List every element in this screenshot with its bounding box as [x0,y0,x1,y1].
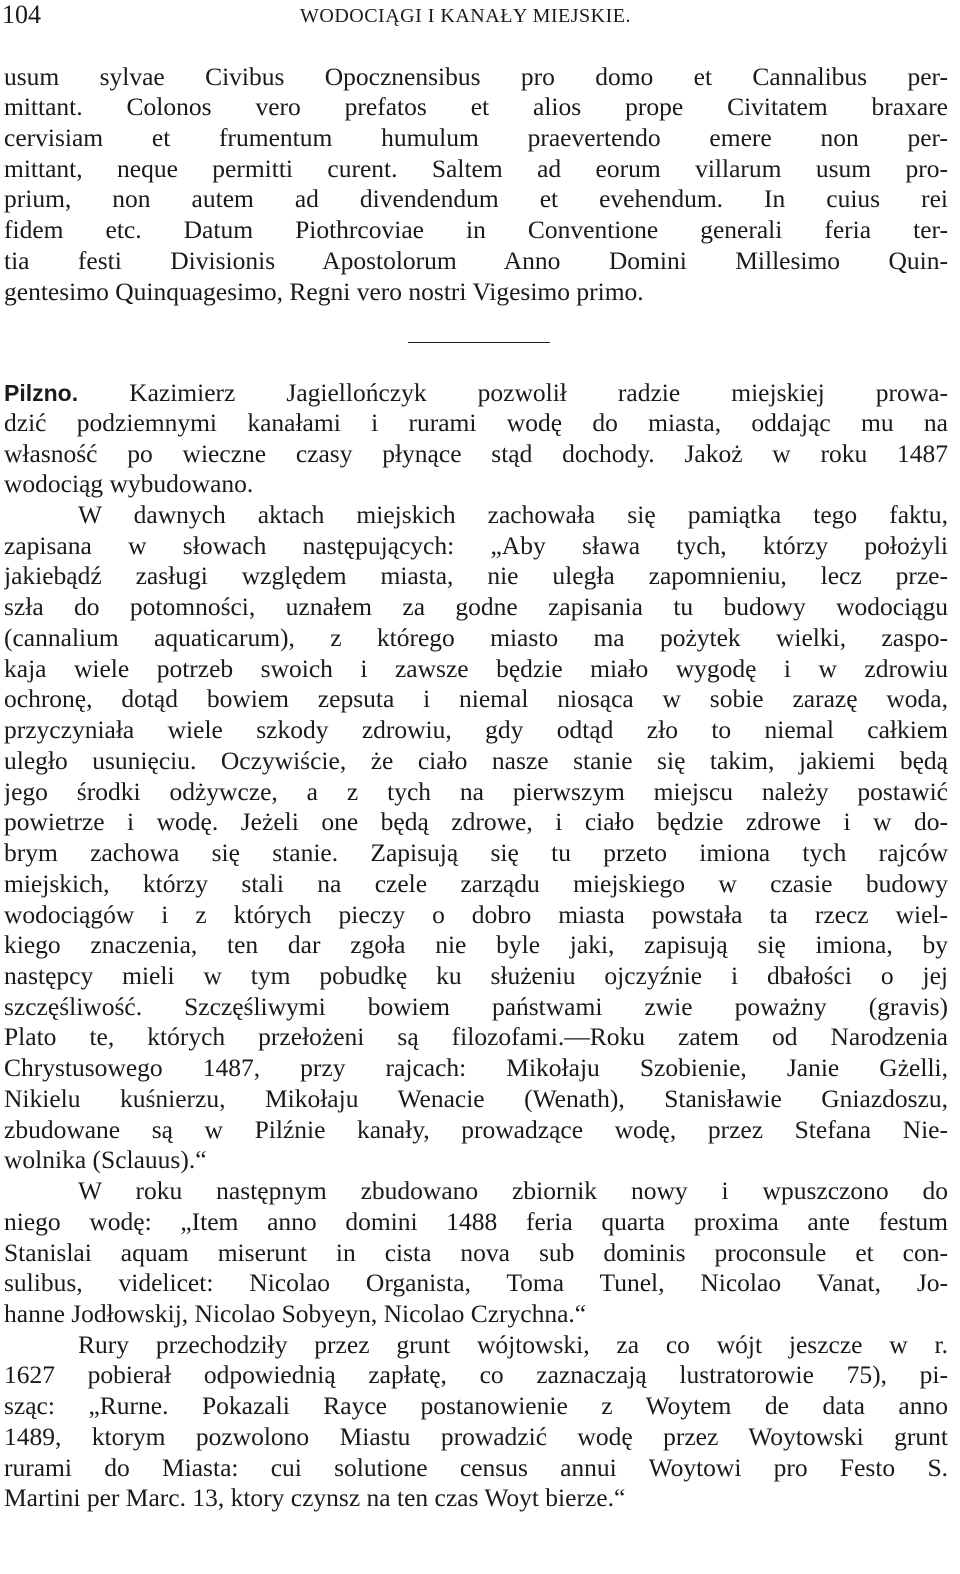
text-line: uległo usunięciu. Oczywiście, że ciało nasze stanie się takim, jakiemi będą [4,746,948,775]
page-number: 104 [2,0,41,29]
text-line: 1489, ktorym pozwolono Miastu prowadzić wodę przez Woytowski grunt [4,1422,948,1451]
text-line: powietrze i wodę. Jeżeli one będą zdrowe, i ciało będzie zdrowe i w do- [4,807,948,836]
text-line: Nikielu kuśnierzu, Mikołaju Wenacie (Wenath), Stanisławie Gniazdoszu, [4,1084,948,1113]
running-title: WODOCIĄGI I KANAŁY MIEJSKIE. [300,5,631,27]
text-line: przyczyniała wiele szkody zdrowiu, gdy odtąd zło to niemal całkiem [4,715,948,744]
text-line: kiego znaczenia, ten dar zgoła nie byle jaki, zapisują się imiona, by [4,930,948,959]
text-line: wodociąg wybudowano. [4,469,254,498]
text-line: hanne Jodłowskij, Nicolao Sobyeyn, Nicolao Czrychna.“ [4,1299,587,1328]
text-line: prium, non autem ad divendendum et evehendum. In cuius rei [4,184,948,213]
text-line: zapisana w słowach następujących: „Aby sława tych, którzy położyli [4,531,948,560]
page-header [0,0,960,34]
text-line: wolnika (Sclauus).“ [4,1145,207,1174]
text-line: W roku następnym zbudowano zbiornik nowy i wpuszczono do [78,1176,948,1205]
text-line: Chrystusowego 1487, przy rajcach: Mikołaju Szobienie, Janie Gżelli, [4,1053,948,1082]
text-line: tia festi Divisionis Apostolorum Anno Domini Millesimo Quin- [4,246,948,275]
text-line: sulibus, videlicet: Nicolao Organista, Toma Tunel, Nicolao Vanat, Jo- [4,1268,948,1297]
text-line: Martini per Marc. 13, ktory czynsz na ten czas Woyt bierze.“ [4,1483,626,1512]
text-line: miejskich, którzy stali na czele zarządu miejskiego w czasie budowy [4,869,948,898]
text-line: szła do potomności, uznałem za godne zapisania tu budowy wodociągu [4,592,948,621]
text-line: (cannalium aquaticarum), z którego miasto ma pożytek wielki, zaspo- [4,623,948,652]
section-town-name: Pilzno. [4,380,79,406]
text-line: brym zachowa się stanie. Zapisują się tu przeto imiona tych rajców [4,838,948,867]
text-line: szczęśliwość. Szczęśliwymi bowiem państwami zwie poważny (gravis) [4,992,948,1021]
text-line: mittant. Colonos vero prefatos et alios prope Civitatem braxare [4,92,948,121]
text-line: W dawnych aktach miejskich zachowała się pamiątka tego faktu, [78,500,948,529]
text-line: kaja wiele potrzeb swoich i zawsze będzie miało wygodę i w zdrowiu [4,654,948,683]
text-line: rurami do Miasta: cui solutione census annui Woytowi pro Festo S. [4,1453,948,1482]
text-line-content: Kazimierz Jagiellończyk pozwolił radzie miejskiej prowa- [129,378,948,407]
text-line: mittant, neque permitti curent. Saltem ad eorum villarum usum pro- [4,154,948,183]
text-line: gentesimo Quinquagesimo, Regni vero nostri Vigesimo primo. [4,277,644,306]
text-line: sząc: „Rurne. Pokazali Rayce postanowienie z Woytem de data anno [4,1391,948,1420]
text-line: Plato te, których przełożeni są filozofami.—Roku zatem od Narodzenia [4,1022,948,1051]
text-line: jakiebądź zasługi względem miasta, nie uległa zapomnieniu, lecz prze- [4,561,948,590]
text-line: usum sylvae Civibus Opocznensibus pro domo et Cannalibus per- [4,62,948,91]
text-line: Rury przechodziły przez grunt wójtowski, za co wójt jeszcze w r. [78,1330,948,1359]
text-line: dzić podziemnymi kanałami i rurami wodę do miasta, oddając mu na [4,408,948,437]
text-line: 1627 pobierał odpowiednią zapłatę, co zaznaczają lustratorowie 75), pi- [4,1360,948,1389]
text-line: następcy mieli w tym pobudkę ku służeniu ojczyźnie i dbałości o jej [4,961,948,990]
text-line: własność po wieczne czasy płynące stąd dochody. Jakoż w roku 1487 [4,439,948,468]
text-line: ochronę, dotąd bowiem zepsuta i niemal niosąca w sobie zarazę woda, [4,684,948,713]
section-divider [408,342,550,343]
text-line [4,378,948,408]
text-line: niego wodę: „Item anno domini 1488 feria quarta proxima ante festum [4,1207,948,1236]
text-line: wodociągów i z których pieczy o dobro miasta powstała ta rzecz wiel- [4,900,948,929]
text-line: fidem etc. Datum Piothrcoviae in Conventione generali feria ter- [4,215,948,244]
text-line: zbudowane są w Pilźnie kanały, prowadzące wodę, przez Stefana Nie- [4,1115,948,1144]
text-line: jego środki odżywcze, a z tych na pierwszym miejscu należy postawić [4,777,948,806]
text-line: cervisiam et frumentum humulum praevertendo emere non per- [4,123,948,152]
text-line: Stanislai aquam miserunt in cista nova sub dominis proconsule et con- [4,1238,948,1267]
